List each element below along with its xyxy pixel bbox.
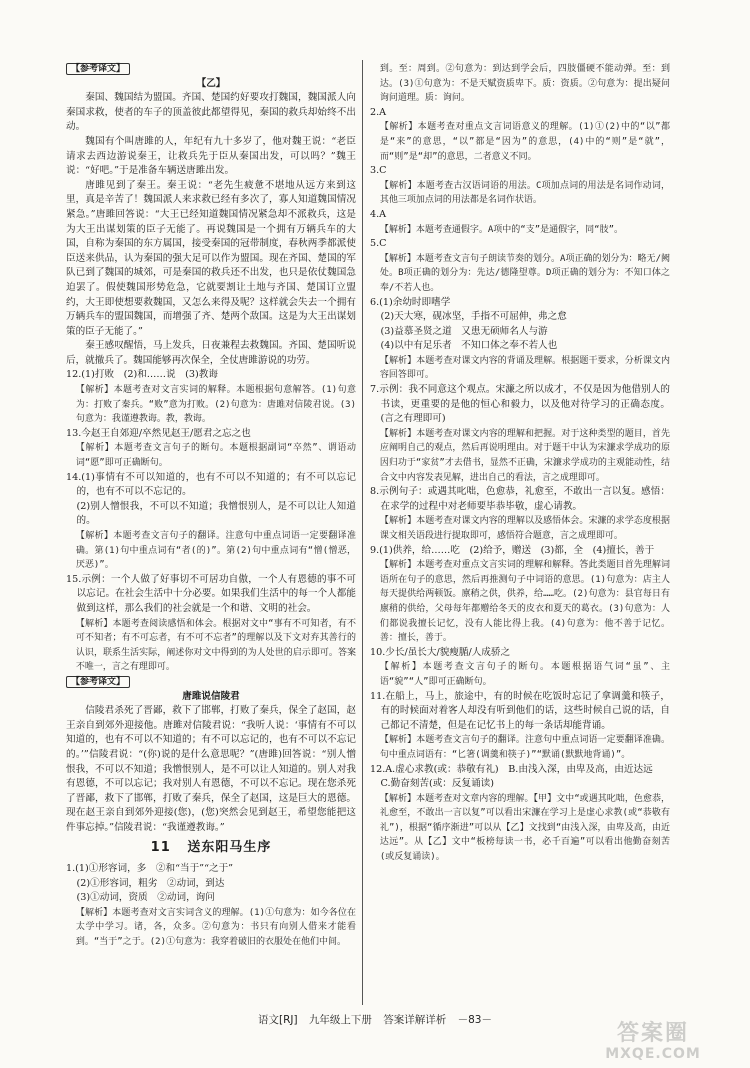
s11-answer-1-line1: 1.(1)①形容词，多 ②和“当于”“之于” (66, 863, 234, 875)
ref-translation-label: 【参考译文】 (66, 62, 356, 77)
footer-book: 答案详解详析 (383, 1014, 447, 1026)
yi-paragraph: 唐雎见到了秦王。秦王说：“老先生疲惫不堪地从远方来到这里，真是辛苦了！魏国派人来求救已经有多次了，寡人知道魏国情况紧急。”唐雎回答说：“大王已经知道魏国情况紧急却不派救兵，这是为大王出谋划策的臣子无能了。再说魏国是一个拥有万辆兵车的大国，自称为秦国的东方属国，接受秦国的冠带制度，春秋两季都派使臣送来供品，认为秦国的强大足可以作为盟国。现在齐国、楚国的军队已到了魏国的城郊，可是秦国的救兵还不出发，也只是依仗魏国急迫罢了。假使魏国形势危急，它就要割让土地与齐国、楚国订立盟约，大王即使想要救魏国，又怎么来得及呢？这样就会失去一个拥有万辆兵车的盟国魏国，而增强了齐、楚两个敌国。这是为大王出谋划策的臣子无能了。” (66, 179, 356, 337)
answer-7: 7.示例：我不同意这个观点。宋濂之所以成才，不仅是因为他借别人的书读，更重要的是他的恒心和毅力，以及他对待学习的正确态度。(言之有理即可) (370, 384, 670, 425)
answer-6-line: 6.(1)余幼时即嗜学 (370, 296, 451, 308)
story-title: 唐雎说信陵君 (182, 690, 240, 702)
answer-5: 5.C (370, 238, 387, 250)
yi-paragraph: 魏国有个叫唐雎的人，年纪有九十多岁了，他对魏王说：“老臣请求去西边游说秦王，让救兵先于臣从秦国出发，可以吗？”魏王说：“好吧。”于是准备车辆送唐雎出发。 (66, 135, 356, 177)
answer-10: 10.少长/虽长大/貌瘦腯/人成骄之 (370, 646, 511, 658)
continued-analysis: 到。至：周到。②句意为：到达到学会后，四肢僵硬不能动弹。至：到达。(3)①句意为：不是天赋资质卑下。质：资质。②句意为：提出疑问询问道理。质：询问。 (379, 64, 670, 104)
s11-answer-1-line2: (2)①形容词，粗劣 ②动词，到达 (76, 877, 225, 889)
analysis-12: 【解析】本题考查对文言实词的解释。本题根据句意解答。(1)句意为：打败了秦兵。“败”意为打败。(2)句意为：唐雎对信陵君说。(3)句意为：我谨遵教诲。教，教诲。 (75, 385, 356, 425)
answer-12: 12.(1)打败 (2)和……说 (3)教诲 (66, 369, 218, 381)
page-number: －83－ (457, 1014, 492, 1026)
answer-6-line: (2)天大寒，砚冰坚，手指不可屈伸，弗之怠 (380, 311, 567, 323)
footer-grade: 九年级上下册 (308, 1014, 372, 1026)
answer-12-line1: 12.A.虚心求教(或：恭敬有礼) B.由浅入深，由卑及高，由近达远 (370, 763, 653, 775)
analysis-15: 【解析】本题考查阅读感悟和体会。根据对文中“事有不可知者，有不可不知者；有不可忘者，有不可不忘者”的理解以及下文对弃其善行的认识，联系生活实际，阐述你对文中得到的为人处世的启示即可。答案不唯一，言之有理即可。 (75, 618, 356, 673)
answer-6-line: (3)益慕圣贤之道 又患无硕师名人与游 (380, 325, 548, 337)
analysis-9: 【解析】本题考查对重点文言实词的理解和解释。答此类题目首先理解词语所在句子的意思，然后再推测句子中词语的意思。(1)句意为：店主人每天提供给两顿饭。廪稍之供，供养，给……吃。(2)句意为：县官每日有廪稍的供给，父母每年都赠给冬天的皮衣和夏天的葛衣。(3)句意为：人们都说我擅长记忆，没有人能比得上我。(4)句意为：他不善于记忆。善：擅长，善于。 (379, 560, 670, 644)
watermark-logo (578, 1022, 728, 1064)
s11-answer-1-line3: (3)①动词，资质 ②动词，询问 (76, 892, 215, 904)
analysis-2: 【解析】本题考查对重点文言词语意义的理解。(1)①(2)中的“以”都是“来”的意思，“以”都是“因为”的意思，(4)中的“则”是“就”，而“则”是“却”的意思，二者意义不同。 (379, 122, 670, 162)
analysis-12: 【解析】本题考查对文章内容的理解。【甲】文中“或遇其叱咄，色愈恭，礼愈至，不敢出一言以复”可以看出宋濂在学习上是虚心求教(或“恭敬有礼”)，根据“循序渐进”可以从【乙】文找到“由浅入深，由卑及高，由近达远”。从【乙】文中“板榜每读一书，必千百遍”可以看出他勤奋刻苦(或反复诵读)。 (379, 793, 670, 863)
ref-translation-label-2: 【参考译文】 (66, 675, 356, 690)
answer-14-1: 14.(1)事情有不可以知道的，也有不可以不知道的；有不可以忘记的，也有不可以不忘记的。 (66, 471, 356, 498)
yi-paragraph: 秦王感叹醒悟，马上发兵，日夜兼程去救魏国。齐国、楚国听说后，就撤兵了。魏国能够再次保全，全仗唐雎游说的功劳。 (66, 340, 356, 366)
story-paragraph: 信陵君杀死了晋鄙，救下了邯郸，打败了秦兵，保全了赵国，赵王亲自到郊外迎接他。唐雎对信陵君说：“我听人说：‘事情有不可以知道的，也有不可以不知道的；有不可以忘记的，也有不可以不忘记的。’”信陵君说：“(你)说的是什么意思呢？”(唐雎)回答说：“别人憎恨我，不可以不知道；我憎恨别人，是不可以让人知道的。别人对我有恩德，不可以忘记；我对别人有恩德，不可以不忘记。现在您杀死了晋鄙，救下了邯郸，打败了秦兵，保全了赵国，这是巨大的恩德。现在赵王亲自到郊外迎接(您)，(您)突然会见到赵王，希望您能把这件事忘掉。”信陵君说：“我谨遵教诲。” (66, 705, 356, 833)
footer-subject: 语文[RJ] (258, 1014, 298, 1026)
answer-3: 3.C (370, 165, 387, 177)
column-divider (362, 60, 363, 1005)
section-heading (66, 841, 356, 856)
analysis-13: 【解析】本题考查文言句子的断句。本题根据副词“卒然”、谓语动词“愿”即可正确断句。 (75, 443, 356, 469)
analysis-5: 【解析】本题考查文言句子朗读节奏的划分。A项正确的划分为：略无/阙处。B项正确的划分为：先达/德隆望尊。D项正确的划分为：不知口体之奉/不若人也。 (379, 253, 670, 293)
yi-heading: 【乙】 (196, 77, 226, 89)
watermark-site-text: MXQE.COM (605, 1046, 701, 1062)
answer-2: 2.A (370, 106, 387, 118)
answer-14-2: (2)别人憎恨我，不可以不知道；我憎恨别人，是不可以让人知道的。 (76, 500, 356, 527)
answer-4: 4.A (370, 208, 387, 220)
section-title: 送东阳马生序 (187, 840, 272, 856)
analysis-10: 【解析】本题考查文言句子的断句。本题根据语气词“虽”、主语“貌”“人”即可正确断句。 (379, 662, 670, 687)
yi-paragraph: 秦国、魏国结为盟国。齐国、楚国约好要攻打魏国，魏国派人向秦国求救，使者的车子的顶盖彼此都望得见，秦国的救兵却始终不出动。 (66, 92, 356, 133)
right-column (370, 62, 670, 865)
analysis-14: 【解析】本题考查文言句子的翻译。注意句中重点词语一定要翻译准确。第(1)句中重点词有“者(的)”。第(2)句中重点词有“憎(憎恶，厌恶)”。 (75, 531, 356, 571)
answer-15: 15.示例：一个人做了好事切不可居功自傲，一个人有恩德的事不可以忘记。在社会生活中十分必要。如果我们生活中的每一个人都能做到这样，那么我们的社会就是一个和谐、文明的社会。 (66, 573, 356, 614)
answer-13: 13.今赵王自郊迎/卒然见赵王/愿君之忘之也 (66, 427, 251, 439)
answer-6-line: (4)以中有足乐者 不知口体之奉不若人也 (380, 340, 558, 352)
answer-11: 11.在船上，马上，旅途中，有的时候在吃饭时忘记了拿调羹和筷子，有的时候面对着客人却没有听到他们的话，这些时候自己说的话，自己都记不清楚，但是在记忆书上的每一条话却能背诵。 (370, 690, 670, 731)
s11-analysis-1: 【解析】本题考查对文言实词含义的理解。(1)①句意为：如今各位在太学中学习。诸，各，众多。②句意为：书只有向别人借来才能看到。“当于”之于。(2)①句意为：我穿着破旧的衣服处在他们中间。 (75, 907, 356, 948)
answer-8: 8.示例句子：或遇其叱咄，色愈恭，礼愈至，不敢出一言以复。感悟：在求学的过程中对老师要毕恭毕敬，虚心请教。 (370, 486, 670, 512)
section-number: 11 (150, 840, 171, 856)
analysis-3: 【解析】本题考查古汉语词语的用法。C项加点词的用法是名词作动词，其他三项加点词的用法都是名词作状语。 (379, 180, 670, 206)
analysis-4: 【解析】本题考查通假字。A项中的“支”是通假字，同“肢”。 (379, 224, 623, 235)
answer-12-line2: C.勤奋刻苦(或：反复诵读) (380, 778, 495, 790)
watermark-logo-text: 答案圈 (616, 1021, 689, 1046)
analysis-8: 【解析】本题考查对课文内容的理解以及感悟体会。宋濂的求学态度根据课文相关语段进行提取即可，感悟符合题意，言之成理即可。 (379, 516, 670, 541)
left-column (66, 62, 356, 950)
analysis-7: 【解析】本题考查对课文内容的理解和把握。对于这种类型的题目，首先应阐明自己的观点，然后再说明理由。对于题干中认为宋濂求学成功的原因归功于“家贫”才去借书，显然不正确，宋濂求学成功的主观能动性，结合文中内容发表见解，进出自己的看法，言之成理即可。 (379, 428, 670, 483)
answer-9: 9.(1)供养，给……吃 (2)给予，赠送 (3)都，全 (4)擅长，善于 (370, 544, 655, 556)
analysis-6: 【解析】本题考查对课文内容的背诵及理解。根据题干要求，分析课文内容回答即可。 (379, 355, 670, 381)
analysis-11: 【解析】本题考查文言句子的翻译。注意句中重点词语一定要翻译准确。句中重点词语有：“匕箸(调羹和筷子)”“默诵(默默地背诵)”。 (379, 735, 670, 760)
